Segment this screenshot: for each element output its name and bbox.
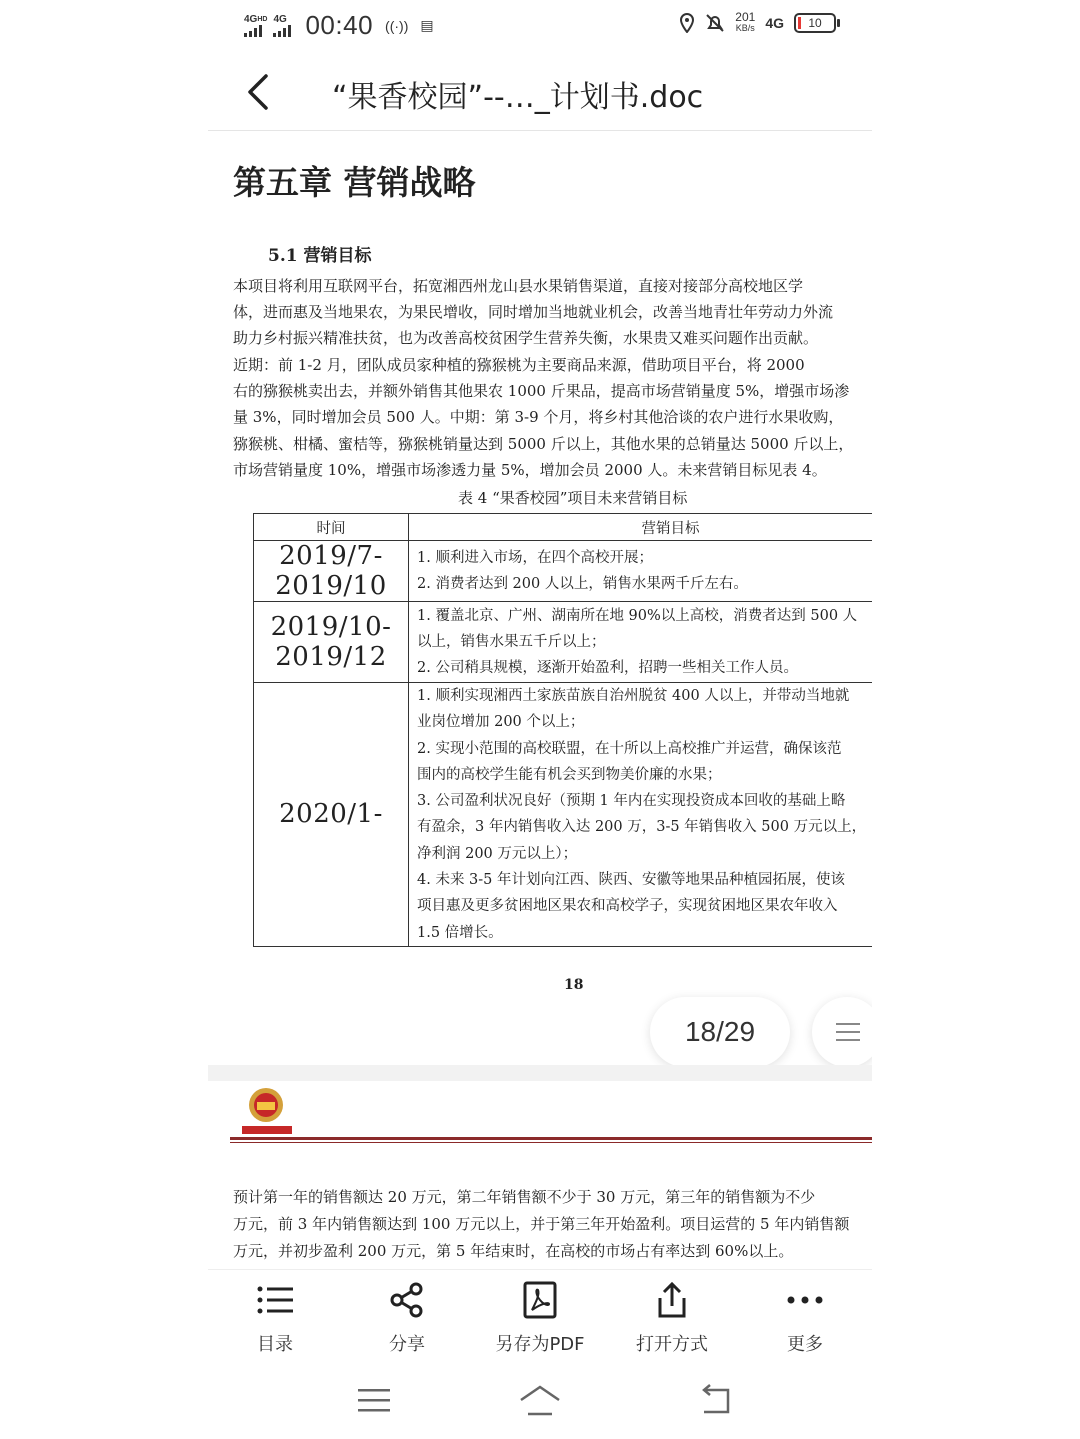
sim2-signal: 4G: [273, 15, 291, 37]
nfc-icon: ((·)): [385, 17, 409, 34]
paragraph-line: 万元，并初步盈利 200 万元，第 5 年结束时，在高校的市场占有率达到 60%以上。: [233, 1242, 794, 1260]
page-indicator[interactable]: 18/29: [650, 997, 790, 1067]
header-rule-thin: [230, 1142, 872, 1143]
network-speed: 201 KB/s: [735, 10, 756, 33]
paragraph-line: 万元，前 3 年内销售额达到 100 万元以上，并于第三年开始盈利。项目运营的 5 年内销售额: [233, 1215, 850, 1233]
toolbar-save-pdf-button[interactable]: 另存为PDF: [485, 1280, 595, 1356]
pdf-icon: [520, 1280, 560, 1320]
paragraph-line: 本项目将利用互联网平台，拓宽湘西州龙山县水果销售渠道，直接对接部分高校地区学: [233, 277, 804, 295]
clock: 00:40: [305, 10, 374, 40]
toolbar-contents-button[interactable]: 目录: [220, 1280, 330, 1356]
share-icon: [387, 1280, 427, 1320]
row-time: 2019/7-2019/10: [254, 541, 409, 602]
network-type: 4G: [765, 15, 784, 31]
home-icon[interactable]: [518, 1384, 562, 1416]
system-nav-bar: [208, 1370, 872, 1439]
mute-icon: [705, 13, 725, 33]
table-header-goal: 营销目标: [409, 514, 873, 541]
section-title: 5.1 营销目标: [268, 246, 372, 266]
paragraph-line: 助力乡村振兴精准扶贫，也为改善高校贫困学生营养失衡，水果贵又难买问题作出贡献。: [233, 329, 819, 347]
table-row: [254, 683, 873, 947]
row-time: 2020/1-: [254, 683, 409, 947]
data-saver-icon: ▤: [420, 17, 434, 33]
table-header-time: 时间: [254, 514, 409, 541]
bottom-toolbar: [208, 1269, 872, 1366]
menu-icon[interactable]: [358, 1386, 390, 1414]
table-row: [254, 602, 873, 683]
list-icon: [255, 1280, 295, 1320]
app-header: [208, 52, 872, 131]
table-row: [254, 541, 873, 602]
location-icon: [679, 13, 695, 33]
paragraph-line: 预计第一年的销售额达 20 万元，第二年销售额不少于 30 万元，第三年的销售额为不少: [233, 1188, 816, 1206]
paragraph-line: 体，进而惠及当地果农，为果民增收，同时增加当地就业机会，改善当地青壮年劳动力外流: [233, 303, 834, 321]
sim1-signal: $4G^{HD}$: [244, 15, 267, 37]
toolbar-open-with-button[interactable]: 打开方式: [617, 1280, 727, 1356]
youth-league-logo: [240, 1085, 296, 1135]
chapter-title: 第五章 营销战略: [233, 163, 476, 202]
open-with-icon: [652, 1280, 692, 1320]
document-viewer[interactable]: [208, 131, 872, 1269]
row-time: 2019/10-2019/12: [254, 602, 409, 683]
paragraph-line: 市场营销量度 10%，增强市场渗透力量 5%，增加会员 2000 人。未来营销目标见表 4。: [233, 461, 827, 479]
page-menu-button[interactable]: [812, 997, 872, 1067]
battery-icon: 10: [794, 13, 836, 33]
document-title: “果香校园”--…_计划书.doc: [332, 80, 704, 115]
more-icon: [785, 1280, 825, 1320]
row-goals: 1. 顺利进入市场，在四个高校开展； 2. 消费者达到 200 人以上，销售水果两千斤左右。: [409, 541, 873, 602]
page-separator: [208, 1065, 872, 1081]
page-number: 18: [564, 977, 584, 993]
paragraph-line: 量 3%，同时增加会员 500 人。中期：第 3-9 个月，将乡村其他洽谈的农户进行水果收购，: [233, 408, 844, 426]
header-rule: [230, 1137, 872, 1140]
toolbar-share-button[interactable]: 分享: [352, 1280, 462, 1356]
back-icon[interactable]: [244, 72, 274, 112]
row-goals: 1. 顺利实现湘西土家族苗族自治州脱贫 400 人以上，并带动当地就 业岗位增加 200 个以上； 2. 实现小范围的高校联盟，在十所以上高校推广并运营，确保该范 围内的高校学生能有机会买到物美价廉的水果； 3. 公司盈利状况良好（预期 1 年内在实现投资成本回收的基础上略 有盈余，3 年内销售收入达 200 万，3-5 年销售收入 500 万元以上， 净利润 200 万元以上）； 4. 未来 3-5 年计划向江西、陕西、安徽等地果品种植园拓展，使该 项目惠及更多贫困地区果农和高校学子，实现贫困地区果农年收入 1.5 倍增长。: [409, 683, 873, 947]
row-goals: 1. 覆盖北京、广州、湖南所在地 90%以上高校，消费者达到 500 人 以上，销售水果五千斤以上； 2. 公司稍具规模，逐渐开始盈利，招聘一些相关工作人员。: [409, 602, 873, 683]
paragraph-line: 近期：前 1-2 月，团队成员家种植的猕猴桃为主要商品来源，借助项目平台，将 2000: [233, 356, 805, 374]
marketing-goals-table: [253, 513, 872, 947]
nav-back-icon[interactable]: [698, 1384, 732, 1416]
status-bar: [208, 0, 872, 52]
phone-screen: [208, 0, 872, 1439]
table-caption: 表 4 “果香校园”项目未来营销目标: [458, 489, 688, 507]
paragraph-line: 右的猕猴桃卖出去，并额外销售其他果农 1000 斤果品，提高市场营销量度 5%，增强市场渗: [233, 382, 850, 400]
toolbar-more-button[interactable]: 更多: [750, 1280, 860, 1356]
paragraph-line: 猕猴桃、柑橘、蜜桔等，猕猴桃销量达到 5000 斤以上，其他水果的总销量达 5000 斤以上，: [233, 435, 854, 453]
